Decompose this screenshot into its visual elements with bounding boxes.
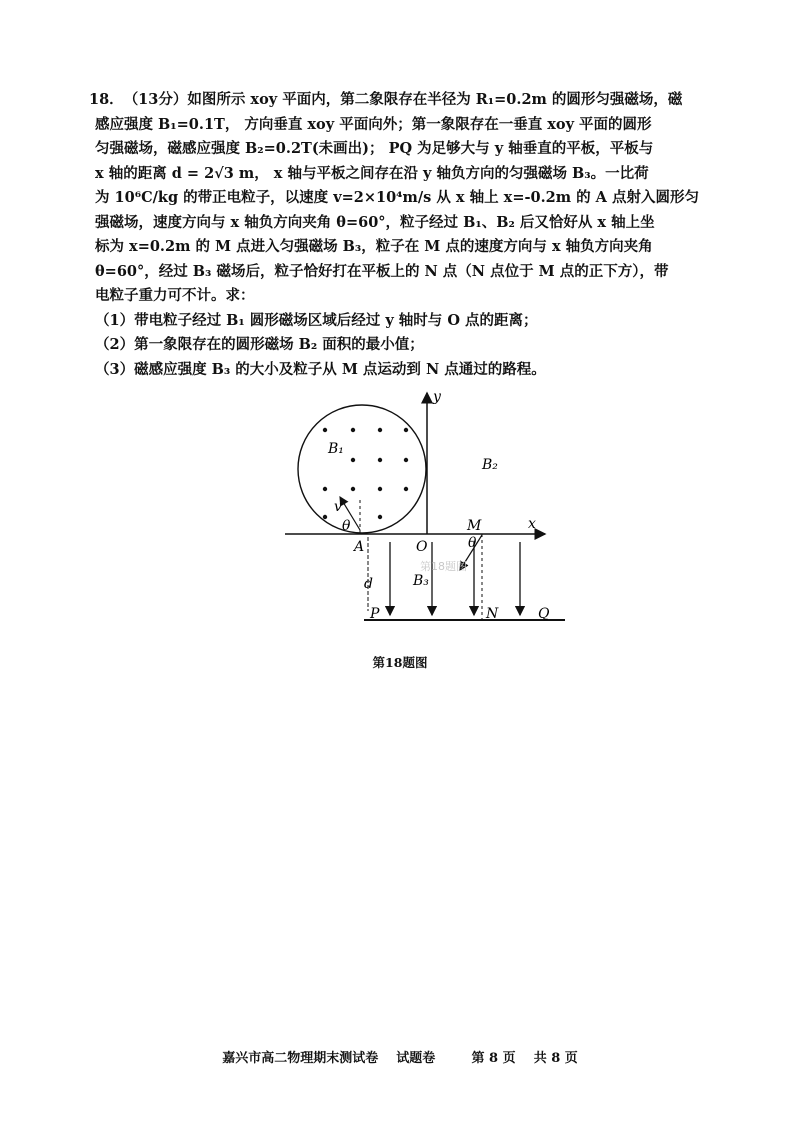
b3-field-arrows bbox=[390, 542, 520, 615]
problem-line-3: 匀强磁场，磁感应强度 B₂=0.2T(未画出)； PQ 为足够大与 y 轴垂直的平板，平板与 bbox=[95, 140, 654, 157]
problem-line-9: 电粒子重力可不计。求： bbox=[95, 287, 255, 304]
problem-score: （13分） bbox=[123, 91, 188, 108]
point-a-label: A bbox=[354, 539, 365, 555]
problem-line-5: 为 10⁶C/kg 的带正电粒子，以速度 v=2×10⁴m/s 从 x 轴上 x=-0.2m 的 A 点射入圆形匀 bbox=[95, 189, 699, 206]
question-1: （1）带电粒子经过 B₁ 圆形磁场区域后经过 y 轴时与 O 点的距离； bbox=[95, 311, 538, 329]
b1-field-circle bbox=[298, 405, 426, 533]
figure-watermark: 第18题图 bbox=[420, 560, 467, 573]
b2-label: B₂ bbox=[482, 457, 498, 473]
origin-label: O bbox=[416, 539, 428, 555]
problem-number: 18． bbox=[89, 91, 124, 108]
problem-line-1-text: 如图所示 xoy 平面内，第二象限存在半径为 R₁=0.2m 的圆形匀强磁场，磁 bbox=[187, 91, 683, 108]
diagram-svg bbox=[280, 385, 580, 635]
problem-line-7: 标为 x=0.2m 的 M 点进入匀强磁场 B₃，粒子在 M 点的速度方向与 x 轴负方向夹角 bbox=[95, 238, 653, 255]
point-q-label: Q bbox=[538, 606, 550, 622]
theta-a-label: θ bbox=[342, 518, 351, 534]
velocity-v-label: v bbox=[334, 499, 342, 515]
problem-line-2: 感应强度 B₁=0.1T， 方向垂直 xoy 平面向外；第一象限存在一垂直 xoy 平面的圆形 bbox=[95, 115, 652, 133]
y-axis-label: y bbox=[433, 389, 441, 405]
problem-line-1 bbox=[89, 88, 725, 113]
b1-label: B₁ bbox=[328, 441, 344, 457]
distance-d-label: d bbox=[364, 576, 373, 592]
problem-line-6: 强磁场，速度方向与 x 轴负方向夹角 θ=60°，粒子经过 B₁、B₂ 后又恰好从 x 轴上坐 bbox=[95, 213, 655, 231]
figure-caption: 第18题图 bbox=[372, 655, 428, 670]
question-3: （3）磁感应强度 B₃ 的大小及粒子从 M 点运动到 N 点通过的路程。 bbox=[95, 360, 546, 378]
problem-line-8: θ=60°，经过 B₃ 磁场后，粒子恰好打在平板上的 N 点（N 点位于 M 点的正下方），带 bbox=[95, 262, 669, 280]
point-n-label: N bbox=[486, 606, 499, 622]
point-m-label: M bbox=[467, 518, 482, 534]
physics-diagram bbox=[280, 385, 580, 635]
b3-label: B₃ bbox=[413, 573, 429, 589]
page-footer: 嘉兴市高二物理期末测试卷 试题卷 第 8 页 共 8 页 bbox=[222, 1051, 578, 1066]
theta-m-label: θ bbox=[468, 535, 477, 551]
question-2: （2）第一象限存在的圆形磁场 B₂ 面积的最小值； bbox=[95, 336, 424, 353]
point-p-label: P bbox=[370, 606, 380, 622]
x-axis-label: x bbox=[528, 516, 536, 532]
problem-text bbox=[89, 88, 725, 382]
problem-line-4: x 轴的距离 d = 2√3 m， x 轴与平板之间存在沿 y 轴负方向的匀强磁场 B₃。一比荷 bbox=[95, 164, 649, 182]
